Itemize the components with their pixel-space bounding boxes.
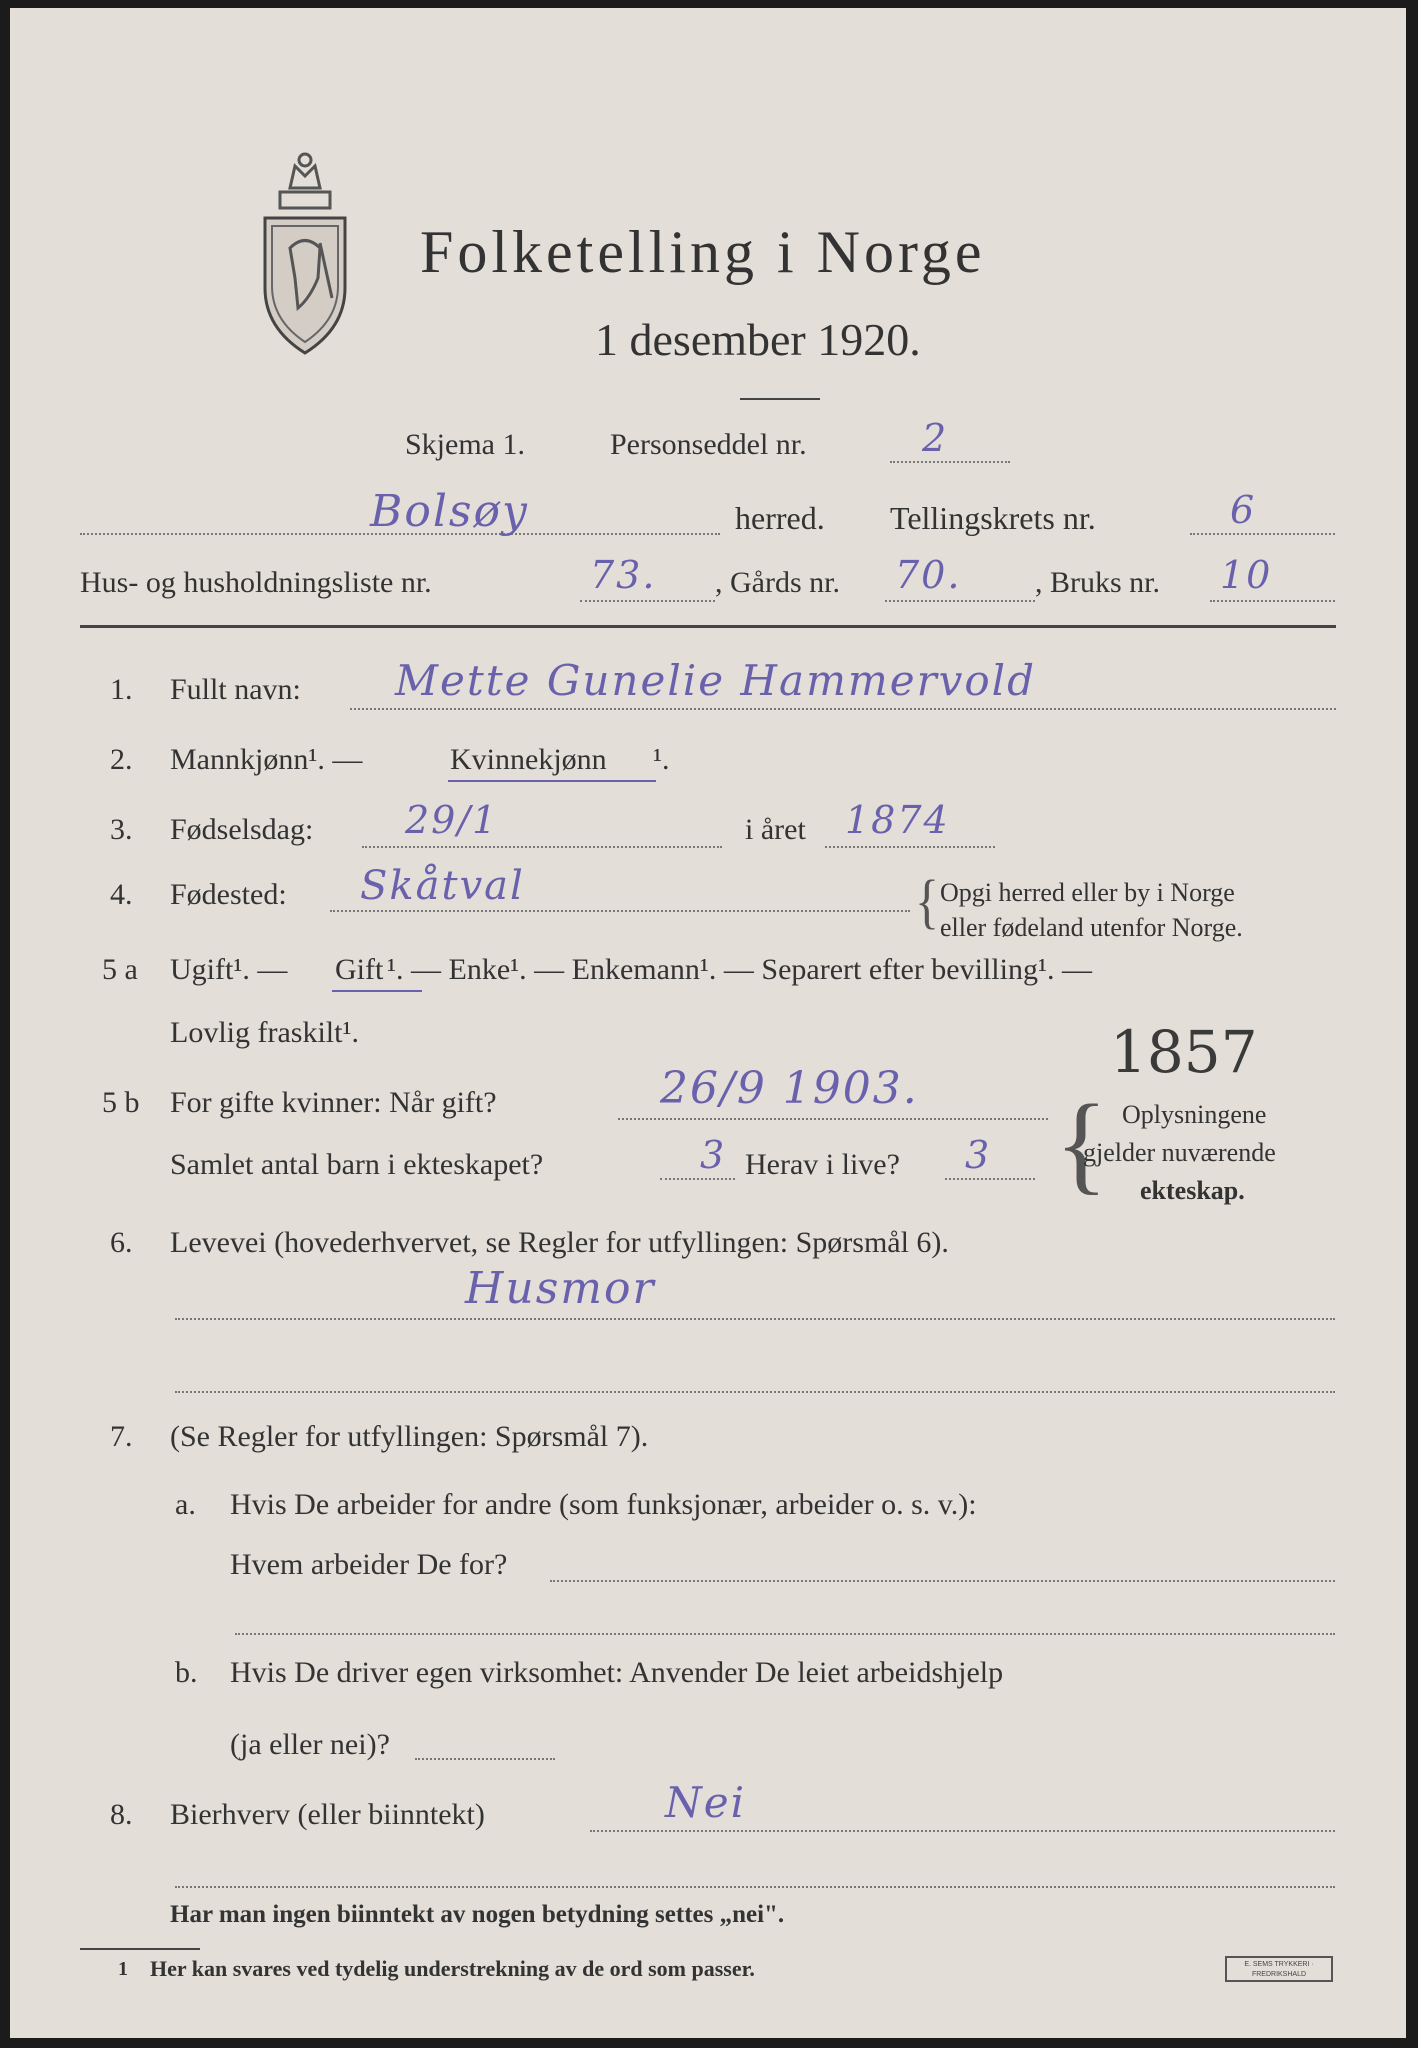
full-name-value: Mette Gunelie Hammervold (395, 656, 1036, 705)
q7-label: (Se Regler for utfyllingen: Spørsmål 7). (170, 1420, 649, 1453)
q5b-note-3: ekteskap. (1140, 1176, 1245, 1205)
footer-note: Har man ingen biinntekt av nogen betydning settes „nei". (170, 1901, 785, 1928)
q6-dots-2 (175, 1391, 1335, 1393)
q1-label: Fullt navn: (170, 673, 301, 706)
herred-value: Bolsøy (370, 486, 529, 537)
footnote-text: Her kan svares ved tydelig understrekning av de ord som passer. (150, 1956, 755, 1981)
gards-value: 70. (895, 553, 962, 597)
marriage-date-value: 26/9 1903. (660, 1063, 919, 1114)
q2-number: 2. (110, 743, 133, 776)
herred-label: herred. (735, 500, 825, 536)
q3-number: 3. (110, 813, 133, 846)
q4-number: 4. (110, 878, 133, 911)
census-date: 1 desember 1920. (595, 314, 921, 365)
q6-dots-1 (175, 1318, 1335, 1320)
q5b-live-dots (945, 1178, 1035, 1180)
margin-year-note: 1857 (1110, 1018, 1258, 1086)
side-income-value: Nei (665, 1778, 747, 1827)
printer-stamp (1225, 1956, 1333, 1982)
q5b-note-1: Oplysningene (1122, 1100, 1267, 1129)
norway-coat-of-arms-emblem (250, 148, 360, 358)
q7-number: 7. (110, 1420, 133, 1453)
bruks-label: , Bruks nr. (1035, 566, 1161, 599)
q7b-sub: (ja eller nei)? (230, 1728, 390, 1761)
q3-label: Fødselsdag: (170, 813, 314, 846)
q3-year-label: i året (745, 813, 806, 846)
q7a-label: Hvis De arbeider for andre (som funksjonær, arbeider o. s. v.): (230, 1488, 977, 1521)
q7b-dots (415, 1758, 555, 1760)
census-form (10, 8, 1406, 2038)
q5a-line2: Lovlig fraskilt¹. (170, 1016, 359, 1049)
bruks-dots (1210, 600, 1335, 602)
q4-dots (330, 910, 910, 912)
title-divider (740, 398, 820, 400)
household-dots (580, 600, 715, 602)
q5a-ugift: Ugift¹. — (170, 953, 288, 986)
household-list-label: Hus- og husholdningsliste nr. (80, 566, 432, 599)
birth-year-value: 1874 (845, 798, 950, 842)
q1-dots (350, 708, 1336, 710)
q5b-barn-dots (660, 1178, 735, 1180)
personseddel-value: 2 (922, 416, 949, 460)
q5a-number: 5 a (102, 953, 138, 986)
footnote-number: 1 (118, 1958, 128, 1980)
q4-note-1: Opgi herred eller by i Norge (940, 878, 1235, 907)
q8-dots-1 (590, 1830, 1335, 1832)
q5b-brace: { (1055, 1082, 1108, 1204)
birthdate-value: 29/1 (405, 798, 499, 842)
tellingskrets-value: 6 (1230, 488, 1257, 532)
q8-label: Bierhverv (eller biinntekt) (170, 1798, 485, 1831)
q7a-dots-1 (550, 1580, 1335, 1582)
q5b-barn-label: Samlet antal barn i ekteskapet? (170, 1148, 544, 1181)
gards-label: , Gårds nr. (715, 566, 840, 599)
q1-number: 1. (110, 673, 133, 706)
personseddel-dots (890, 461, 1010, 463)
q8-number: 8. (110, 1798, 133, 1831)
tellingskrets-dots (1190, 533, 1335, 535)
printer-stamp-text: E. SEMS TRYKKERI · FREDRIKSHALD (1244, 1961, 1314, 1978)
q4-brace: { (915, 867, 939, 935)
q5b-label: For gifte kvinner: Når gift? (170, 1086, 497, 1119)
q6-label: Levevei (hovederhvervet, se Regler for utfyllingen: Spørsmål 6). (170, 1226, 949, 1259)
tellingskrets-label: Tellingskrets nr. (890, 500, 1096, 536)
q2-female-underline (448, 780, 656, 782)
q4-note-2: eller fødeland utenfor Norge. (940, 913, 1243, 942)
q5b-live-label: Herav i live? (745, 1148, 900, 1181)
personseddel-label: Personseddel nr. (610, 428, 807, 461)
q2-female: Kvinnekjønn (450, 743, 607, 776)
q3-dots (362, 846, 722, 848)
q5a-gift: Gift (335, 953, 384, 986)
birthplace-value: Skåtval (360, 863, 525, 909)
q3-year-dots (825, 846, 995, 848)
q4-label: Fødested: (170, 878, 287, 911)
q5a-gift-underline (332, 990, 422, 992)
schema-label: Skjema 1. (405, 428, 525, 461)
footnote-rule (80, 1948, 200, 1950)
occupation-value: Husmor (465, 1263, 656, 1314)
children-alive-value: 3 (965, 1133, 992, 1177)
q7a-dots-2 (235, 1633, 1335, 1635)
q8-dots-2 (175, 1886, 1335, 1888)
gards-dots (885, 600, 1035, 602)
q2-female-sup: ¹. (653, 743, 670, 776)
form-title: Folketelling i Norge (420, 219, 986, 285)
household-list-value: 73. (590, 553, 657, 597)
bruks-value: 10 (1220, 553, 1273, 597)
children-total-value: 3 (700, 1133, 727, 1177)
q5a-rest: ¹. — Enke¹. — Enkemann¹. — Separert efter bevilling¹. — (387, 953, 1092, 986)
q5b-note-2: gjelder nuværende (1083, 1138, 1276, 1167)
q5b-number: 5 b (102, 1086, 140, 1119)
q5b-dots (618, 1118, 1048, 1120)
header-rule (80, 625, 1336, 628)
q7a-sub: Hvem arbeider De for? (230, 1548, 508, 1581)
q7a-number: a. (175, 1488, 196, 1521)
q7b-label: Hvis De driver egen virksomhet: Anvender De leiet arbeidshjelp (230, 1656, 1004, 1689)
q6-number: 6. (110, 1226, 133, 1259)
q2-male: Mannkjønn¹. — (170, 743, 363, 776)
q7b-number: b. (175, 1656, 198, 1689)
